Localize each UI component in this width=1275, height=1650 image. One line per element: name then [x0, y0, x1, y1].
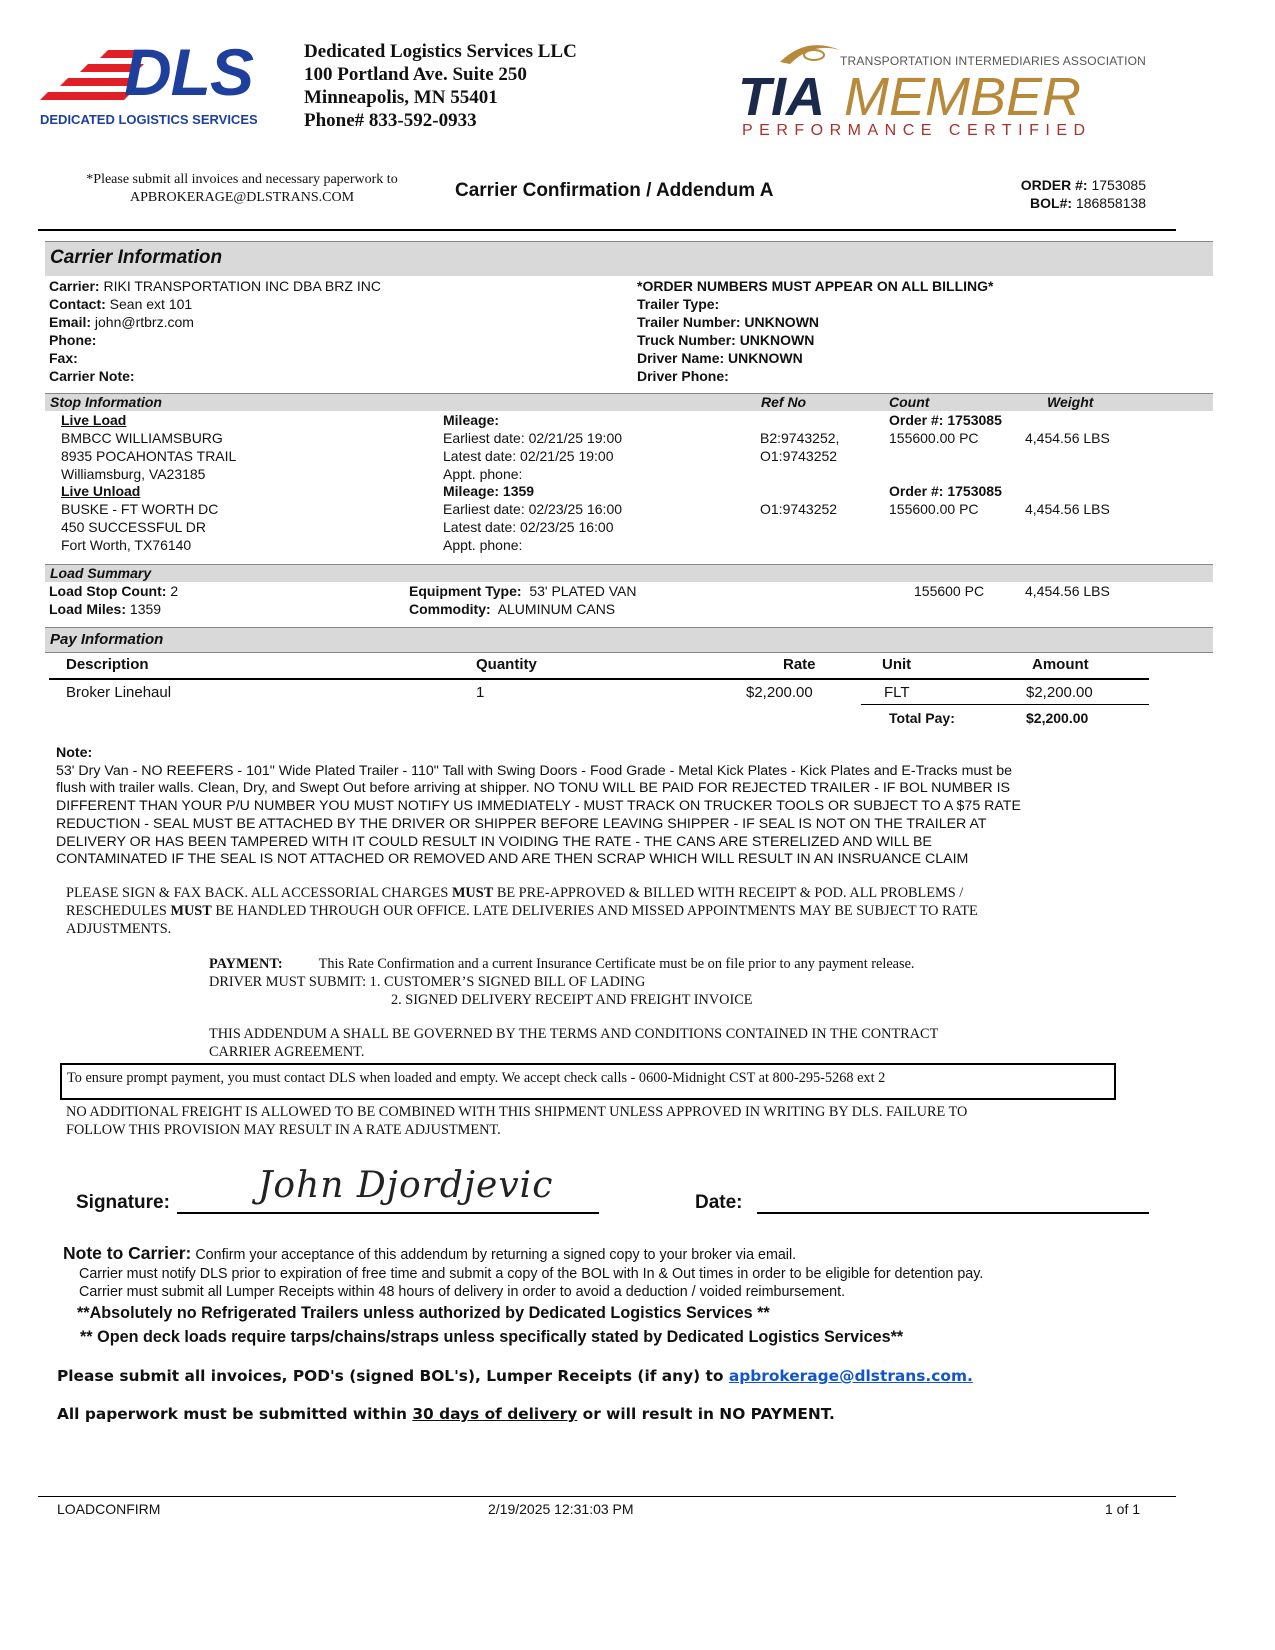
pay-unit: FLT: [884, 684, 910, 701]
email-value: john@rtbrz.com: [94, 314, 194, 330]
stop-ref-1: O1:9743252: [760, 501, 838, 517]
equipment-label: Equipment Type:: [409, 583, 522, 599]
carrier-note-line5: ** Open deck loads require tarps/chains/straps unless specifically stated by Dedicated Logistics Services**: [80, 1328, 904, 1346]
total-pay-value: $2,200.00: [1026, 710, 1089, 726]
stop-order-number: Order #: 1753085: [889, 483, 1002, 499]
stop-count-value: 2: [170, 583, 179, 599]
dls-logo: [38, 35, 298, 132]
note-line: DIFFERENT THAN YOUR P/U NUMBER YOU MUST NOTIFY US IMMEDIATELY - MUST TRACK ON TRUCKER TOOLS OR SUBJECT TO A $75 RATE: [56, 798, 1021, 815]
pay-table: [0, 656, 1275, 732]
trailer-number: Trailer Number: UNKNOWN: [637, 314, 820, 330]
driver-submit-line1: DRIVER MUST SUBMIT: 1. CUSTOMER’S SIGNED BILL OF LADING: [209, 974, 646, 990]
document-title: Carrier Confirmation / Addendum A: [455, 180, 774, 201]
stop-ref-2: O1:9743252: [760, 448, 838, 464]
pay-description: Broker Linehaul: [66, 684, 172, 701]
dls-logo-caption: DEDICATED LOGISTICS SERVICES: [40, 112, 258, 127]
load-summary: [0, 582, 1275, 622]
paperwork-deadline-note: [57, 1405, 835, 1423]
terms-text: RESCHEDULES: [66, 903, 171, 919]
company-name: Dedicated Logistics Services LLC: [304, 41, 577, 62]
freight-line1: NO ADDITIONAL FREIGHT IS ALLOWED TO BE COMBINED WITH THIS SHIPMENT UNLESS APPROVED IN WRITING BY DLS. FAILURE TO: [66, 1104, 968, 1120]
pay-col-unit: Unit: [882, 656, 912, 673]
stop-type: Live Unload: [61, 483, 141, 499]
terms-must: MUST: [170, 903, 212, 919]
carrier-details: [49, 277, 381, 385]
submit-note-line1: *Please submit all invoices and necessary paperwork to: [86, 172, 398, 187]
terms-text: ADJUSTMENTS.: [66, 921, 172, 937]
email-label: Email:: [49, 314, 92, 330]
paperwork-text: or will result in NO PAYMENT.: [577, 1405, 835, 1423]
bol-number: 186858138: [1075, 195, 1146, 211]
stop-appt-phone: Appt. phone:: [443, 466, 523, 482]
contact-value: Sean ext 101: [109, 296, 193, 312]
note-line: REDUCTION - SEAL MUST BE ATTACHED BY THE DRIVER OR SHIPPER BEFORE LEAVING SHIPPER - IF SEAL IS NOT ON THE TRAILER AT: [56, 815, 987, 832]
terms-text: PLEASE SIGN & FAX BACK. ALL ACCESSORIAL CHARGES: [66, 885, 452, 901]
stop-order-number: Order #: 1753085: [889, 412, 1002, 428]
company-address-block: [304, 40, 577, 132]
driver-phone: Driver Phone:: [637, 368, 729, 384]
pay-table-divider: [49, 678, 1149, 680]
submit-note-line2: APBROKERAGE@DLSTRANS.COM: [129, 190, 355, 205]
carrier-info-title: Carrier Information: [50, 247, 223, 268]
load-summary-title: Load Summary: [50, 565, 152, 581]
stop-info-header: [45, 393, 1213, 411]
tia-performance-text: PERFORMANCE CERTIFIED: [742, 122, 1092, 139]
invoice-submission-note: [57, 1367, 973, 1385]
note-line: flush with trailer walls. Clean, Dry, and Swept Out before arriving at shipper. NO TONU WILL BE PAID FOR REJECTED TRAILER - IF BOL NUMBER IS: [56, 780, 1011, 797]
carrier-label: Carrier:: [49, 278, 100, 294]
pay-info-title: Pay Information: [50, 631, 164, 648]
tia-member-logo: [736, 40, 1146, 150]
signature-line[interactable]: [177, 1212, 599, 1214]
footer-divider: [38, 1496, 1176, 1497]
commodity-value: ALUMINUM CANS: [497, 601, 616, 617]
load-summary-header: [45, 564, 1213, 582]
stop-earliest-date: Earliest date: 02/21/25 19:00: [443, 430, 623, 446]
carrier-name: RIKI TRANSPORTATION INC DBA BRZ INC: [103, 278, 381, 294]
carrier-info-header: [45, 241, 1213, 276]
order-number: 1753085: [1091, 177, 1146, 193]
note-to-carrier-label: Note to Carrier:: [63, 1243, 192, 1263]
tia-top-text: TRANSPORTATION INTERMEDIARIES ASSOCIATION: [840, 54, 1147, 68]
invoice-text: Please submit all invoices, POD's (signed BOL's), Lumper Receipts (if any) to: [57, 1367, 729, 1385]
carrier-note-line3: Carrier must submit all Lumper Receipts within 48 hours of delivery in order to avoid a deduction / voided reimbursement.: [79, 1284, 846, 1300]
stop-latest-date: Latest date: 02/21/25 19:00: [443, 448, 614, 464]
stop-type: Live Load: [61, 412, 127, 428]
pay-rate: $2,200.00: [746, 684, 813, 701]
stop-item: [0, 411, 1275, 483]
stop-weight: 4,454.56 LBS: [1025, 430, 1110, 446]
note-to-carrier: [63, 1243, 983, 1349]
paperwork-text: All paperwork must be submitted within: [57, 1405, 413, 1423]
stop-item: [0, 482, 1275, 554]
footer-left: LOADCONFIRM: [57, 1501, 161, 1517]
total-pay-label: Total Pay:: [889, 710, 955, 726]
ref-no-header: Ref No: [761, 394, 807, 410]
summary-count: 155600 PC: [914, 583, 985, 599]
stop-count-label: Load Stop Count:: [49, 583, 167, 599]
tia-main-text: TIA: [738, 67, 825, 127]
date-label: Date:: [695, 1192, 743, 1213]
company-address-line2: Minneapolis, MN 55401: [304, 87, 498, 108]
stop-city: Williamsburg, VA23185: [61, 466, 206, 482]
bol-label: BOL#:: [1030, 195, 1073, 211]
invoice-email-link[interactable]: apbrokerage@dlstrans.com.: [728, 1367, 973, 1385]
stop-mileage: Mileage: 1359: [443, 483, 535, 499]
pay-col-rate: Rate: [783, 656, 816, 673]
stop-ref-1: B2:9743252,: [760, 430, 840, 446]
stop-name: BUSKE - FT WORTH DC: [61, 501, 219, 517]
order-numbers-notice: *ORDER NUMBERS MUST APPEAR ON ALL BILLING*: [637, 278, 994, 294]
pay-col-quantity: Quantity: [476, 656, 537, 673]
pay-quantity: 1: [476, 684, 485, 701]
additional-freight-terms: [66, 1103, 967, 1139]
equipment-value: 53' PLATED VAN: [529, 583, 637, 599]
dls-logo-text: DLS: [124, 35, 253, 109]
payment-label: PAYMENT:: [209, 956, 283, 972]
addendum-line2: CARRIER AGREEMENT.: [209, 1044, 365, 1060]
stop-count: 155600.00 PC: [889, 430, 979, 446]
truck-number: Truck Number: UNKNOWN: [637, 332, 815, 348]
note-line: 53' Dry Van - NO REEFERS - 101" Wide Plated Trailer - 110" Tall with Swing Doors - Food Grade - Metal Kick Plates - Kick Plates and E-Tracks must be: [56, 762, 1013, 779]
date-line[interactable]: [757, 1212, 1149, 1214]
phone-label: Phone:: [49, 332, 97, 348]
check-call-text: To ensure prompt payment, you must contact DLS when loaded and empty. We accept check calls - 0600-Midnight CST at 800-295-5268 ext 2: [67, 1070, 886, 1086]
handwritten-signature: John Djordjevic: [258, 1165, 554, 1206]
carrier-note-line4: **Absolutely no Refrigerated Trailers unless authorized by Dedicated Logistics Services **: [77, 1304, 770, 1322]
stop-street: 8935 POCAHONTAS TRAIL: [61, 448, 237, 464]
note-line: DELIVERY OR HAS BEEN TAMPERED WITH IT COULD RESULT IN VOIDING THE RATE - THE CANS ARE STERELIZED AND WILL BE: [56, 833, 932, 850]
stop-weight: 4,454.56 LBS: [1025, 501, 1110, 517]
trailer-type: Trailer Type:: [637, 296, 720, 312]
pay-col-amount: Amount: [1032, 656, 1089, 673]
order-bol-block: [930, 176, 1146, 212]
note-line: CONTAMINATED IF THE SEAL IS NOT ATTACHED OR REMOVED AND ARE THEN SCRAP WHICH WILL RESULT IN AN INSRUANCE CLAIM: [56, 851, 969, 868]
commodity-label: Commodity:: [409, 601, 491, 617]
payment-text: This Rate Confirmation and a current Insurance Certificate must be on file prior to any payment release.: [318, 956, 915, 972]
stop-info-title: Stop Information: [50, 394, 162, 410]
order-label: ORDER #:: [1020, 177, 1088, 193]
stop-appt-phone: Appt. phone:: [443, 537, 523, 553]
weight-header: Weight: [1047, 394, 1094, 410]
header-divider: [38, 229, 1176, 231]
pay-amount: $2,200.00: [1026, 684, 1093, 701]
freight-line2: FOLLOW THIS PROVISION MAY RESULT IN A RATE ADJUSTMENT.: [66, 1122, 501, 1138]
stop-street: 450 SUCCESSFUL DR: [61, 519, 206, 535]
stop-mileage: Mileage:: [443, 412, 500, 428]
carrier-note-line1: Confirm your acceptance of this addendum by returning a signed copy to your broker via email.: [195, 1247, 797, 1263]
stop-earliest-date: Earliest date: 02/23/25 16:00: [443, 501, 623, 517]
driver-name: Driver Name: UNKNOWN: [637, 350, 803, 366]
fax-label: Fax:: [49, 350, 78, 366]
summary-weight: 4,454.56 LBS: [1025, 583, 1110, 599]
payment-terms: [209, 955, 1109, 1061]
company-phone: Phone# 833-592-0933: [304, 110, 477, 131]
stop-latest-date: Latest date: 02/23/25 16:00: [443, 519, 614, 535]
check-call-box: [60, 1063, 1116, 1100]
submit-paperwork-note: [52, 171, 432, 207]
stop-city: Fort Worth, TX76140: [61, 537, 192, 553]
pay-info-header: [45, 627, 1213, 653]
pay-total-divider: [861, 704, 1149, 705]
load-miles-label: Load Miles:: [49, 601, 127, 617]
company-address-line1: 100 Portland Ave. Suite 250: [304, 64, 527, 85]
paperwork-deadline: 30 days of delivery: [412, 1405, 578, 1423]
carrier-note-line2: Carrier must notify DLS prior to expiration of free time and submit a copy of the BOL with In & Out times in order to be eligible for detention pay.: [79, 1266, 984, 1282]
driver-submit-line2: 2. SIGNED DELIVERY RECEIPT AND FREIGHT INVOICE: [391, 992, 753, 1008]
contact-label: Contact:: [49, 296, 106, 312]
load-miles-value: 1359: [129, 601, 162, 617]
tia-member-text: MEMBER: [844, 67, 1082, 127]
signature-label: Signature:: [76, 1192, 170, 1213]
carrier-note-label: Carrier Note:: [49, 368, 135, 384]
terms-text: BE HANDLED THROUGH OUR OFFICE. LATE DELIVERIES AND MISSED APPOINTMENTS MAY BE SUBJECT TO RATE: [211, 903, 978, 919]
terms-must: MUST: [451, 885, 494, 901]
note-label: Note:: [56, 745, 93, 761]
footer-page-number: 1 of 1: [1105, 1501, 1141, 1517]
terms-text: BE PRE-APPROVED & BILLED WITH RECEIPT & POD. ALL PROBLEMS /: [493, 885, 964, 901]
sign-fax-terms: [66, 884, 978, 938]
stop-count: 155600.00 PC: [889, 501, 979, 517]
addendum-line1: THIS ADDENDUM A SHALL BE GOVERNED BY THE TERMS AND CONDITIONS CONTAINED IN THE CONTRACT: [209, 1026, 939, 1042]
count-header: Count: [889, 394, 930, 410]
footer-timestamp: 2/19/2025 12:31:03 PM: [488, 1501, 634, 1517]
trailer-details: [637, 277, 994, 385]
stop-name: BMBCC WILLIAMSBURG: [61, 430, 223, 446]
pay-col-description: Description: [66, 656, 149, 673]
load-note: [56, 745, 1176, 869]
